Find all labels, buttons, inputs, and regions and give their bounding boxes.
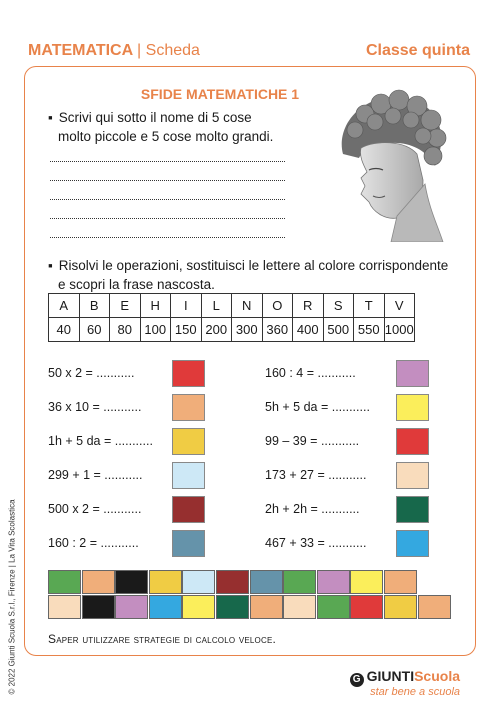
numbers-row — [49, 318, 415, 342]
operation-text[interactable]: 1h + 5 da = ........... — [48, 434, 153, 448]
operation-text[interactable]: 173 + 27 = ........... — [265, 468, 367, 482]
code-letter-cell: B — [79, 294, 110, 318]
color-swatch — [172, 496, 205, 523]
giunti-g-icon: G — [350, 673, 364, 687]
grid-color-cell[interactable] — [149, 570, 182, 594]
learning-objective: Saper utilizzare strategie di calcolo veloce. — [48, 632, 277, 646]
grid-color-cell[interactable] — [149, 595, 182, 619]
code-number-cell: 60 — [79, 318, 110, 342]
code-number-cell: 400 — [293, 318, 324, 342]
color-swatch — [396, 462, 429, 489]
operation-text[interactable]: 299 + 1 = ........... — [48, 468, 143, 482]
grid-color-cell[interactable] — [350, 595, 383, 619]
operation-text[interactable]: 36 x 10 = ........... — [48, 400, 142, 414]
grid-color-cell[interactable] — [115, 570, 148, 594]
code-number-cell: 100 — [140, 318, 171, 342]
code-letter-cell: T — [354, 294, 385, 318]
grid-color-cell[interactable] — [250, 570, 283, 594]
copyright-notice: © 2022 Giunti Scuola S.r.l., Firenze | La Vita Scolastica — [7, 499, 17, 695]
grid-color-cell[interactable] — [82, 570, 115, 594]
classical-portrait-illustration — [325, 84, 465, 242]
grid-color-cell[interactable] — [82, 595, 115, 619]
answer-line-4[interactable] — [50, 218, 285, 219]
grid-color-cell[interactable] — [250, 595, 283, 619]
code-letter-cell: H — [140, 294, 171, 318]
code-letter-cell: O — [262, 294, 293, 318]
bullet-icon: ▪ — [48, 110, 53, 125]
color-swatch — [396, 496, 429, 523]
code-number-cell: 550 — [354, 318, 385, 342]
grid-color-cell[interactable] — [283, 570, 316, 594]
code-letter-cell: R — [293, 294, 324, 318]
color-swatch — [172, 360, 205, 387]
answer-line-1[interactable] — [50, 161, 285, 162]
page-title: SFIDE MATEMATICHE 1 — [140, 86, 300, 102]
code-number-cell: 360 — [262, 318, 293, 342]
code-number-cell: 150 — [171, 318, 202, 342]
code-letter-cell: E — [110, 294, 141, 318]
sheet-type-label: Scheda — [145, 42, 200, 59]
color-swatch — [396, 360, 429, 387]
letters-row — [49, 294, 415, 318]
color-swatch — [172, 462, 205, 489]
class-label: Classe quinta — [365, 42, 470, 59]
task1-text: ▪ Scrivi qui sotto il nome di 5 cose molto piccole e 5 cose molto grandi. — [48, 110, 274, 144]
task2-text: ▪ Risolvi le operazioni, sostituisci le lettere al colore corrispondente e scopri la frase nascosta. — [48, 258, 449, 292]
code-number-cell: 80 — [110, 318, 141, 342]
header-subject — [28, 42, 200, 60]
code-number-cell: 1000 — [384, 318, 415, 342]
operation-text[interactable]: 160 : 4 = ........... — [265, 366, 356, 380]
grid-color-cell[interactable] — [182, 595, 215, 619]
code-number-cell: 200 — [201, 318, 232, 342]
operation-text[interactable]: 2h + 2h = ........... — [265, 502, 360, 516]
operation-text[interactable]: 5h + 5 da = ........... — [265, 400, 370, 414]
code-number-cell: 500 — [323, 318, 354, 342]
answer-line-2[interactable] — [50, 180, 285, 181]
grid-color-cell[interactable] — [384, 570, 417, 594]
grid-color-cell[interactable] — [317, 595, 350, 619]
code-letter-cell: L — [201, 294, 232, 318]
code-letter-cell: N — [232, 294, 263, 318]
color-swatch — [396, 530, 429, 557]
grid-color-cell[interactable] — [216, 595, 249, 619]
publisher-tagline: star bene a scuola — [370, 686, 460, 698]
letter-code-table — [48, 293, 415, 342]
grid-color-cell[interactable] — [216, 570, 249, 594]
color-swatch — [396, 394, 429, 421]
color-swatch — [172, 428, 205, 455]
operation-text[interactable]: 50 x 2 = ........... — [48, 366, 135, 380]
color-swatch — [396, 428, 429, 455]
subject-label: MATEMATICA — [28, 42, 133, 59]
separator: | — [137, 42, 146, 59]
grid-color-cell[interactable] — [48, 595, 81, 619]
grid-color-cell[interactable] — [317, 570, 350, 594]
code-number-cell: 40 — [49, 318, 80, 342]
grid-color-cell[interactable] — [350, 570, 383, 594]
grid-color-cell[interactable] — [115, 595, 148, 619]
grid-color-cell[interactable] — [182, 570, 215, 594]
grid-color-cell[interactable] — [48, 570, 81, 594]
code-letter-cell: I — [171, 294, 202, 318]
code-letter-cell: S — [323, 294, 354, 318]
operation-text[interactable]: 500 x 2 = ........... — [48, 502, 142, 516]
color-swatch — [172, 394, 205, 421]
grid-color-cell[interactable] — [384, 595, 417, 619]
code-letter-cell: V — [384, 294, 415, 318]
code-letter-cell: A — [49, 294, 80, 318]
grid-color-cell[interactable] — [418, 595, 451, 619]
operation-text[interactable]: 467 + 33 = ........... — [265, 536, 367, 550]
publisher-logo: G GIUNTIScuola — [350, 668, 460, 687]
operation-text[interactable]: 99 – 39 = ........... — [265, 434, 360, 448]
answer-line-3[interactable] — [50, 199, 285, 200]
code-number-cell: 300 — [232, 318, 263, 342]
answer-line-5[interactable] — [50, 237, 285, 238]
operation-text[interactable]: 160 : 2 = ........... — [48, 536, 139, 550]
color-swatch — [172, 530, 205, 557]
grid-color-cell[interactable] — [283, 595, 316, 619]
bullet-icon: ▪ — [48, 258, 53, 273]
